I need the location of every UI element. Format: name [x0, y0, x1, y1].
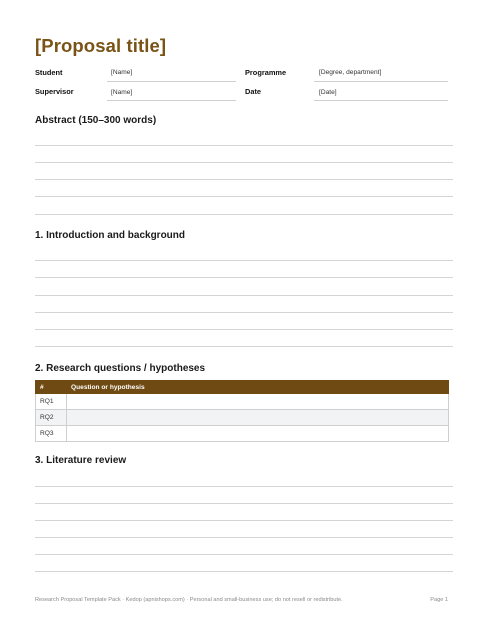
- student-field-line: [107, 81, 236, 82]
- writing-line: [35, 329, 453, 330]
- rq-id-cell: RQ3: [36, 426, 67, 442]
- writing-line: [35, 503, 453, 504]
- writing-line: [35, 571, 453, 572]
- abstract-heading: Abstract (150–300 words): [35, 115, 157, 126]
- literature-review-heading: 3. Literature review: [35, 455, 127, 466]
- writing-line: [35, 295, 453, 296]
- writing-line: [35, 196, 453, 197]
- proposal-title: [Proposal title]: [35, 35, 167, 56]
- rq-id-cell: RQ1: [36, 394, 67, 410]
- table-row: [36, 394, 449, 410]
- writing-line: [35, 162, 453, 163]
- writing-line: [35, 486, 453, 487]
- writing-line: [35, 145, 453, 146]
- programme-value: [Degree, department]: [319, 69, 382, 76]
- column-header-question: Question or hypothesis: [67, 381, 449, 394]
- supervisor-value: [Name]: [111, 89, 133, 96]
- programme-label: Programme: [245, 68, 287, 77]
- writing-line: [35, 520, 453, 521]
- writing-line: [35, 277, 453, 278]
- supervisor-label: Supervisor: [35, 87, 74, 96]
- column-header-number: #: [36, 381, 67, 394]
- writing-line: [35, 554, 453, 555]
- table-row: [36, 410, 449, 426]
- footer-text: Research Proposal Template Pack · Kedop (apnishops.com) · Personal and small-business use; do not resell or redistribute.: [35, 597, 343, 603]
- page-number: Page 1: [430, 597, 448, 603]
- writing-line: [35, 260, 453, 261]
- writing-line: [35, 537, 453, 538]
- writing-line: [35, 179, 453, 180]
- student-value: [Name]: [111, 69, 133, 76]
- research-questions-heading: 2. Research questions / hypotheses: [35, 363, 206, 374]
- rq-id-cell: RQ2: [36, 410, 67, 426]
- date-value: [Date]: [319, 89, 337, 96]
- writing-line: [35, 346, 453, 347]
- date-field-line: [314, 100, 448, 101]
- table-header-row: [36, 381, 449, 394]
- introduction-heading: 1. Introduction and background: [35, 230, 185, 241]
- rq-text-cell[interactable]: [67, 410, 449, 426]
- research-questions-table: [35, 380, 449, 442]
- supervisor-field-line: [107, 100, 236, 101]
- student-label: Student: [35, 68, 63, 77]
- table-row: [36, 426, 449, 442]
- writing-line: [35, 214, 453, 215]
- programme-field-line: [314, 81, 448, 82]
- date-label: Date: [245, 87, 262, 96]
- writing-line: [35, 312, 453, 313]
- rq-text-cell[interactable]: [67, 426, 449, 442]
- rq-text-cell[interactable]: [67, 394, 449, 410]
